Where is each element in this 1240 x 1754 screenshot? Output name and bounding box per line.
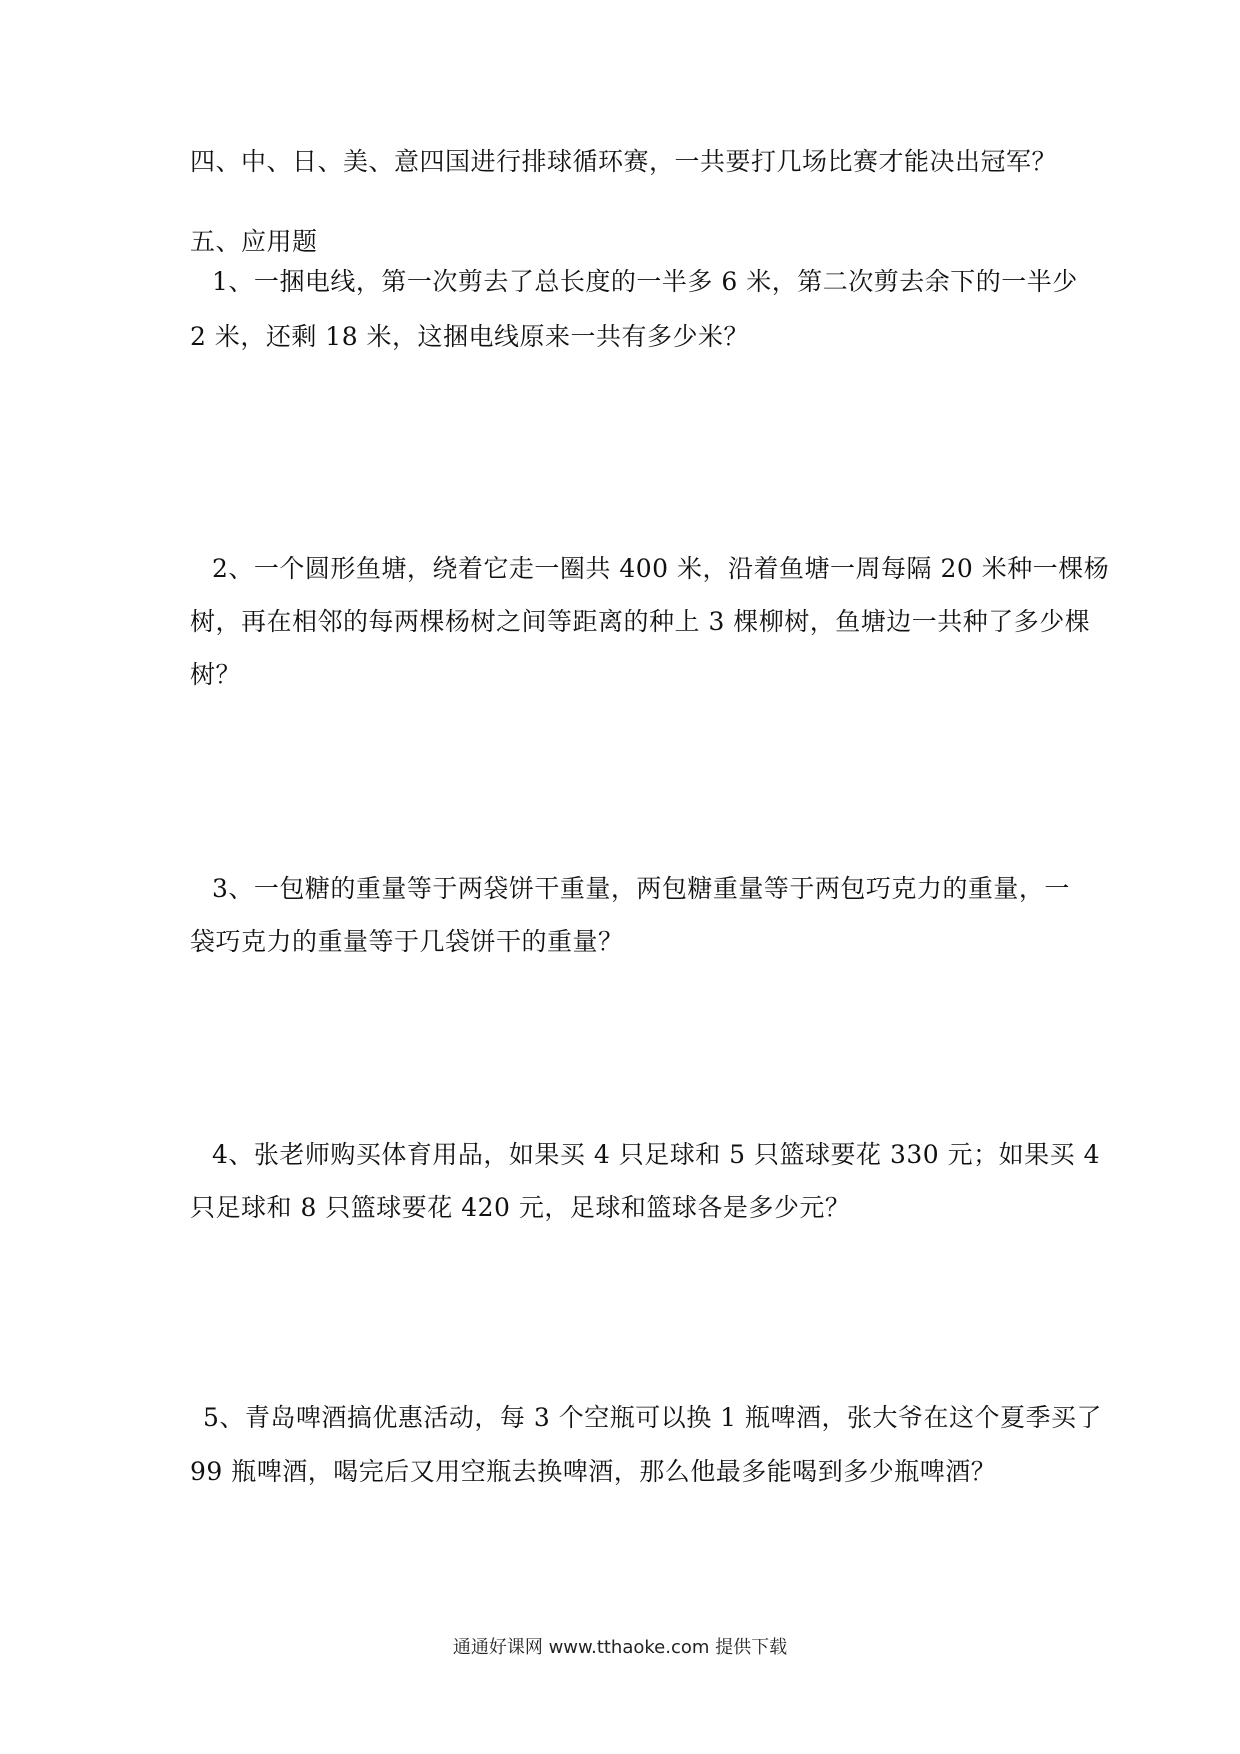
problem-5-line-1: 5、青岛啤酒搞优惠活动，每 3 个空瓶可以换 1 瓶啤酒，张大爷在这个夏季买了 xyxy=(203,1403,1103,1432)
question-4-text: 四、中、日、美、意四国进行排球循环赛，一共要打几场比赛才能决出冠军？ xyxy=(190,147,1058,176)
problem-5-line-2: 99 瓶啤酒，喝完后又用空瓶去换啤酒，那么他最多能喝到多少瓶啤酒？ xyxy=(190,1457,997,1486)
problem-2-line-3: 树？ xyxy=(190,660,242,689)
section-5-heading: 五、应用题 xyxy=(190,227,318,256)
problem-4-line-1: 4、张老师购买体育用品，如果买 4 只足球和 5 只篮球要花 330 元；如果买 4 xyxy=(212,1140,1100,1169)
problem-3-line-1: 3、一包糖的重量等于两袋饼干重量，两包糖重量等于两包巧克力的重量，一 xyxy=(212,874,1070,903)
problem-4-line-2: 只足球和 8 只篮球要花 420 元，足球和篮球各是多少元？ xyxy=(190,1193,851,1222)
problem-1-line-2: 2 米，还剩 18 米，这捆电线原来一共有多少米？ xyxy=(190,322,750,351)
problem-2-line-2: 树，再在相邻的每两棵杨树之间等距离的种上 3 棵柳树，鱼塘边一共种了多少棵 xyxy=(190,607,1091,636)
footer-text: 通通好课网 www.tthaoke.com 提供下载 xyxy=(452,1637,788,1658)
problem-1-line-1: 1、一捆电线，第一次剪去了总长度的一半多 6 米，第二次剪去余下的一半少 xyxy=(212,267,1078,296)
problem-2-line-1: 2、一个圆形鱼塘，绕着它走一圈共 400 米，沿着鱼塘一周每隔 20 米种一棵杨 xyxy=(212,554,1110,583)
problem-3-line-2: 袋巧克力的重量等于几袋饼干的重量？ xyxy=(190,927,624,956)
